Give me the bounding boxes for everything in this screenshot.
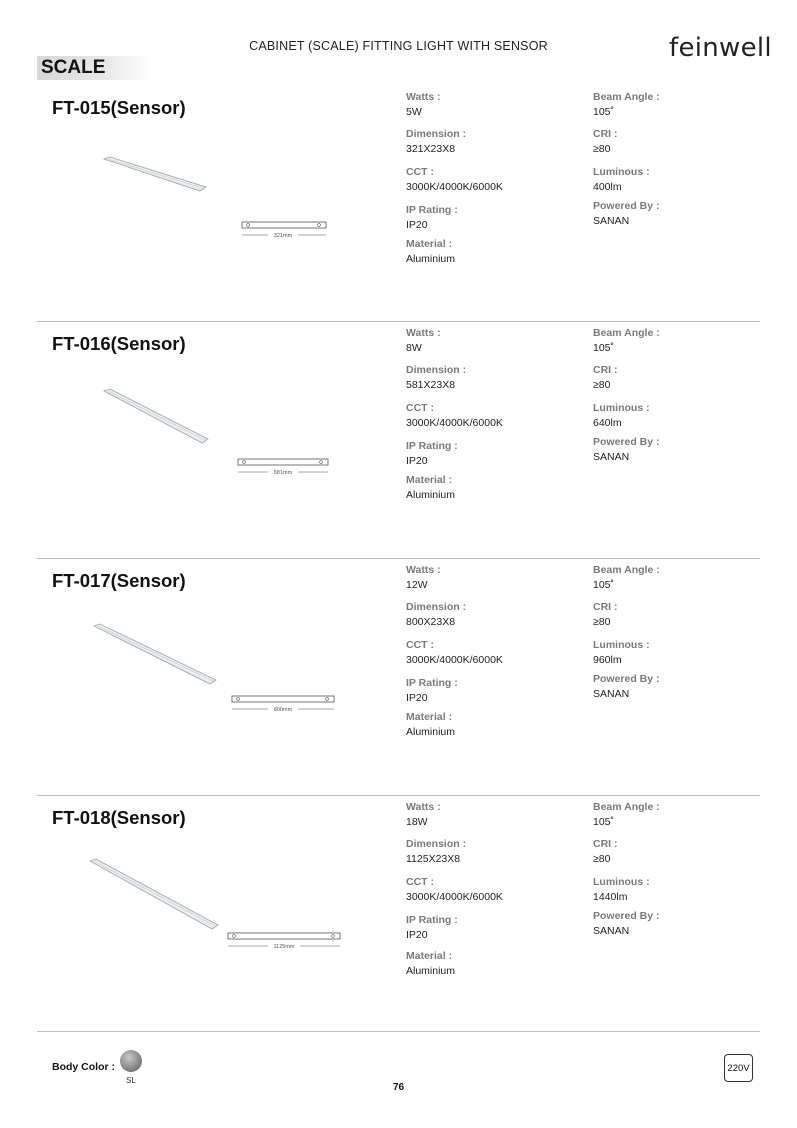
spec-luminous xyxy=(593,402,650,429)
product-image xyxy=(100,387,212,447)
spec-dimension xyxy=(406,364,466,391)
product-ft-016 xyxy=(0,321,797,557)
spec-cri xyxy=(593,601,618,628)
spec-watts xyxy=(406,327,441,354)
spec-value: IP20 xyxy=(406,692,428,704)
page-title: CABINET (SCALE) FITTING LIGHT WITH SENSOR xyxy=(249,39,548,53)
section-divider xyxy=(37,795,760,796)
body-color-label: Body Color : xyxy=(52,1061,115,1073)
spec-cct xyxy=(406,876,503,903)
spec-label: Luminous : xyxy=(593,639,650,651)
spec-label: Dimension : xyxy=(406,364,467,376)
spec-cri xyxy=(593,364,618,391)
spec-label: Dimension : xyxy=(406,838,467,850)
product-image xyxy=(90,622,220,686)
spec-value: SANAN xyxy=(593,688,630,700)
product-name: FT-015(Sensor) xyxy=(52,97,186,118)
spec-ip-rating xyxy=(406,677,458,704)
spec-value: Aluminium xyxy=(406,726,456,738)
dimension-label: 800mm xyxy=(273,707,293,713)
spec-powered-by xyxy=(593,200,660,227)
product-name: FT-018(Sensor) xyxy=(52,807,186,828)
spec-material xyxy=(406,238,455,265)
dimension-label: 1125mm xyxy=(273,944,295,950)
spec-ip-rating xyxy=(406,440,458,467)
spec-value: SANAN xyxy=(593,925,630,937)
spec-value: Aluminium xyxy=(406,253,456,265)
spec-material xyxy=(406,711,455,738)
spec-label: Powered By : xyxy=(593,200,660,212)
spec-watts xyxy=(406,801,441,828)
footer-divider xyxy=(37,1031,760,1032)
spec-value: 12W xyxy=(406,579,428,591)
spec-value: 640lm xyxy=(593,417,622,429)
spec-value: 3000K/4000K/6000K xyxy=(406,654,503,666)
page-number: 76 xyxy=(392,1082,405,1093)
spec-label: CCT : xyxy=(406,639,434,651)
spec-value: 105˚ xyxy=(593,579,615,591)
dimension-drawing xyxy=(240,220,330,242)
spec-beam-angle xyxy=(593,801,660,828)
spec-cri xyxy=(593,128,618,155)
body-color-swatch xyxy=(120,1050,142,1072)
spec-value: Aluminium xyxy=(406,965,456,977)
spec-cct xyxy=(406,402,503,429)
spec-watts xyxy=(406,564,441,591)
spec-label: Powered By : xyxy=(593,673,660,685)
spec-label: Beam Angle : xyxy=(593,564,660,576)
spec-cct xyxy=(406,639,503,666)
spec-label: IP Rating : xyxy=(406,914,458,926)
spec-value: 105˚ xyxy=(593,106,615,118)
spec-beam-angle xyxy=(593,327,660,354)
spec-label: Material : xyxy=(406,238,453,250)
spec-value: 5W xyxy=(406,106,422,118)
product-name: FT-016(Sensor) xyxy=(52,333,186,354)
spec-dimension xyxy=(406,838,466,865)
spec-luminous xyxy=(593,166,650,193)
spec-value: ≥80 xyxy=(593,379,611,391)
spec-watts xyxy=(406,91,441,118)
spec-label: CCT : xyxy=(406,876,434,888)
spec-label: Powered By : xyxy=(593,910,660,922)
spec-powered-by xyxy=(593,673,660,700)
spec-value: IP20 xyxy=(406,219,428,231)
spec-label: CRI : xyxy=(593,128,618,140)
spec-cri xyxy=(593,838,618,865)
section-tab xyxy=(37,56,153,80)
spec-powered-by xyxy=(593,910,660,937)
spec-value: 960lm xyxy=(593,654,622,666)
spec-ip-rating xyxy=(406,204,458,231)
spec-dimension xyxy=(406,128,466,155)
spec-label: IP Rating : xyxy=(406,440,458,452)
spec-label: Powered By : xyxy=(593,436,660,448)
spec-label: Watts : xyxy=(406,564,441,576)
product-ft-015 xyxy=(0,85,797,321)
spec-value: SANAN xyxy=(593,451,630,463)
product-image xyxy=(100,155,210,195)
spec-value: ≥80 xyxy=(593,616,611,628)
spec-value: 1125X23X8 xyxy=(406,853,461,865)
spec-value: IP20 xyxy=(406,929,428,941)
spec-value: 400lm xyxy=(593,181,622,193)
spec-beam-angle xyxy=(593,91,660,118)
spec-label: CCT : xyxy=(406,402,434,414)
dimension-drawing xyxy=(236,457,332,479)
spec-label: CRI : xyxy=(593,601,618,613)
spec-value: 3000K/4000K/6000K xyxy=(406,891,503,903)
spec-value: 3000K/4000K/6000K xyxy=(406,181,503,193)
spec-luminous xyxy=(593,639,650,666)
spec-value: SANAN xyxy=(593,215,630,227)
spec-value: IP20 xyxy=(406,455,428,467)
dimension-drawing xyxy=(230,694,338,716)
dimension-label: 321mm xyxy=(273,233,293,239)
spec-label: Watts : xyxy=(406,801,441,813)
spec-label: Material : xyxy=(406,711,453,723)
spec-value: 105˚ xyxy=(593,816,615,828)
voltage-badge: 220V xyxy=(724,1054,753,1082)
product-name: FT-017(Sensor) xyxy=(52,570,186,591)
spec-label: Beam Angle : xyxy=(593,327,660,339)
spec-label: Watts : xyxy=(406,91,441,103)
spec-label: Beam Angle : xyxy=(593,801,660,813)
spec-label: CCT : xyxy=(406,166,434,178)
spec-label: Material : xyxy=(406,474,453,486)
product-ft-017 xyxy=(0,558,797,794)
spec-label: Luminous : xyxy=(593,166,650,178)
spec-cct xyxy=(406,166,503,193)
spec-value: 3000K/4000K/6000K xyxy=(406,417,503,429)
spec-label: Material : xyxy=(406,950,453,962)
product-image xyxy=(86,857,222,931)
spec-label: IP Rating : xyxy=(406,677,458,689)
brand-logo: feinwell xyxy=(669,33,772,63)
spec-value: ≥80 xyxy=(593,143,611,155)
section-divider xyxy=(37,321,760,322)
spec-material xyxy=(406,474,455,501)
spec-value: 18W xyxy=(406,816,428,828)
spec-value: 581X23X8 xyxy=(406,379,456,391)
spec-value: 8W xyxy=(406,342,422,354)
spec-label: Dimension : xyxy=(406,601,467,613)
swatch-label: SL xyxy=(126,1076,136,1085)
dimension-label: 581mm xyxy=(273,470,293,476)
spec-dimension xyxy=(406,601,466,628)
spec-value: 1440lm xyxy=(593,891,628,903)
spec-material xyxy=(406,950,455,977)
spec-label: Watts : xyxy=(406,327,441,339)
spec-value: ≥80 xyxy=(593,853,611,865)
spec-label: CRI : xyxy=(593,838,618,850)
spec-value: 105˚ xyxy=(593,342,615,354)
spec-label: IP Rating : xyxy=(406,204,458,216)
spec-label: Beam Angle : xyxy=(593,91,660,103)
spec-beam-angle xyxy=(593,564,660,591)
spec-label: Luminous : xyxy=(593,402,650,414)
dimension-drawing xyxy=(226,931,344,953)
spec-label: CRI : xyxy=(593,364,618,376)
spec-ip-rating xyxy=(406,914,458,941)
spec-luminous xyxy=(593,876,650,903)
section-divider xyxy=(37,558,760,559)
spec-label: Luminous : xyxy=(593,876,650,888)
spec-value: Aluminium xyxy=(406,489,456,501)
spec-label: Dimension : xyxy=(406,128,467,140)
spec-value: 321X23X8 xyxy=(406,143,456,155)
product-ft-018 xyxy=(0,795,797,1031)
spec-powered-by xyxy=(593,436,660,463)
spec-value: 800X23X8 xyxy=(406,616,456,628)
section-label: SCALE xyxy=(41,57,106,78)
